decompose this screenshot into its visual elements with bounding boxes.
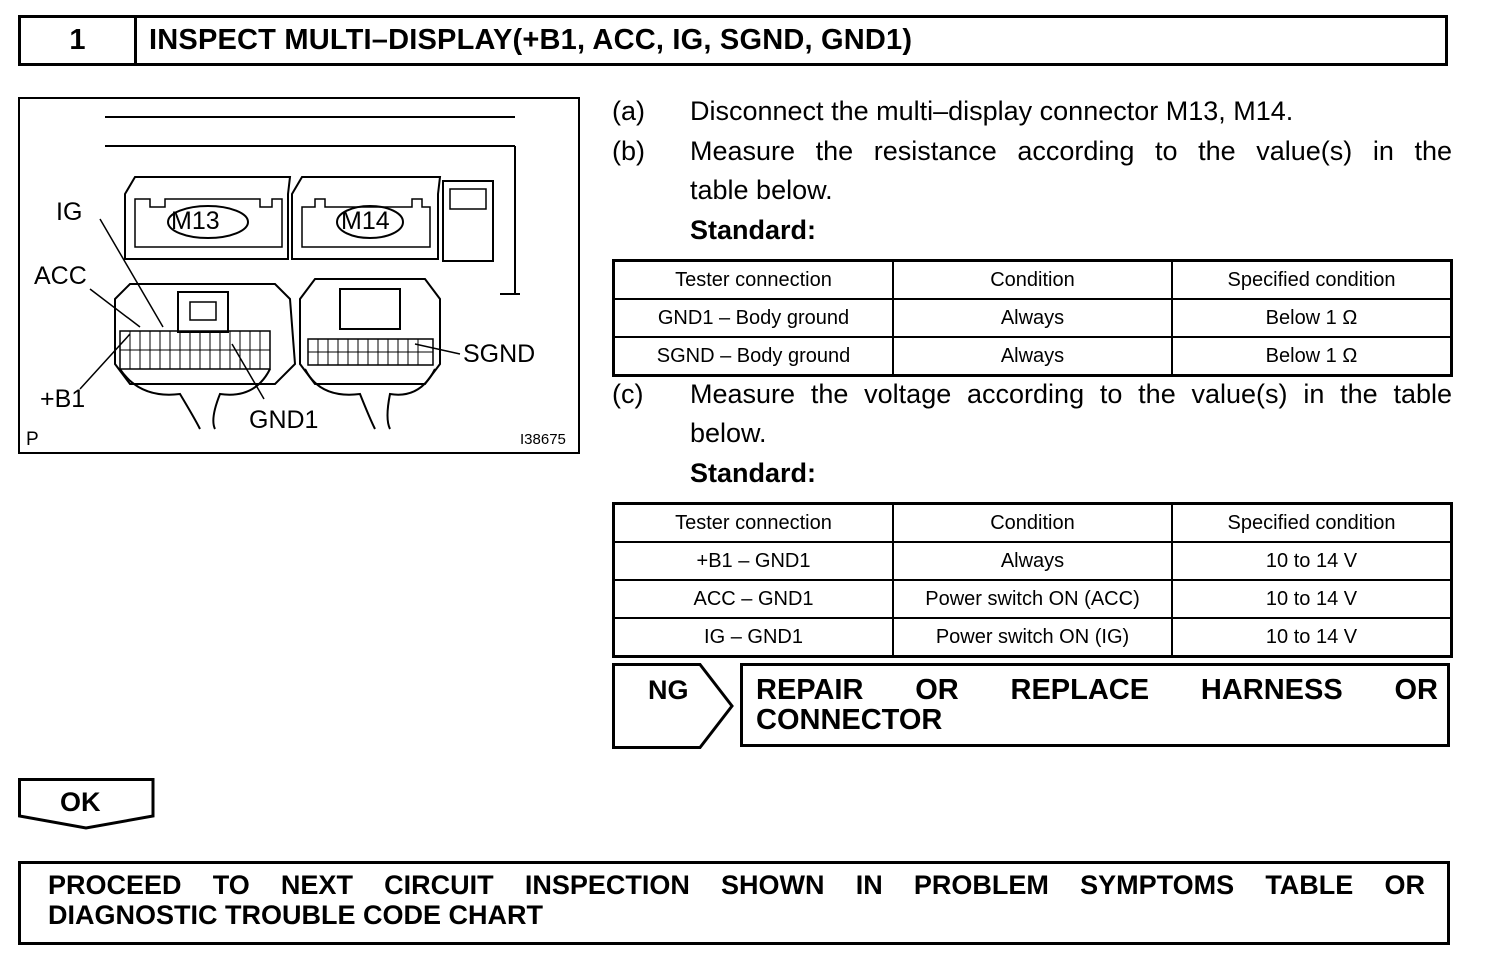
table-header-cell: Specified condition	[1172, 261, 1452, 300]
next-step-word: PROBLEM	[913, 870, 1049, 900]
table-header-cell: Tester connection	[614, 504, 894, 543]
table-cell: 10 to 14 V	[1172, 542, 1452, 580]
ng-action-word: OR	[915, 674, 959, 706]
table-row	[614, 580, 1452, 618]
table-cell: Always	[893, 542, 1172, 580]
pin-label-gnd1: GND1	[249, 406, 319, 434]
table-header-cell: Tester connection	[614, 261, 894, 300]
next-step-word: OR	[1384, 870, 1425, 900]
voltage-table	[612, 502, 1453, 658]
step-b-letter: (b)	[612, 136, 645, 166]
next-step-line2: DIAGNOSTIC TROUBLE CODE CHART	[48, 900, 543, 930]
pin-label-sgnd: SGND	[463, 340, 536, 368]
table-cell: Power switch ON (ACC)	[893, 580, 1172, 618]
next-step-word: CIRCUIT	[384, 870, 494, 900]
table-header-cell: Specified condition	[1172, 504, 1452, 543]
next-step-word: IN	[855, 870, 883, 900]
step-c-letter: (c)	[612, 379, 644, 409]
table-header-cell: Condition	[893, 504, 1172, 543]
table-cell: Always	[893, 299, 1172, 337]
table-cell: ACC – GND1	[614, 580, 894, 618]
next-step-word: SYMPTOMS	[1080, 870, 1235, 900]
step-b-text-line2: table below.	[690, 175, 833, 205]
table-cell: IG – GND1	[614, 618, 894, 657]
step-c-text-line2: below.	[690, 418, 767, 448]
table-row	[614, 618, 1452, 657]
next-step-word: PROCEED	[48, 870, 182, 900]
connector-illustration	[18, 97, 580, 454]
table-cell: Always	[893, 337, 1172, 376]
next-step-line1	[48, 870, 1425, 901]
table-cell: Below 1 Ω	[1172, 299, 1452, 337]
table-cell: 10 to 14 V	[1172, 580, 1452, 618]
pin-label-ig: IG	[56, 198, 83, 226]
table-header-row	[614, 504, 1452, 543]
step-title: INSPECT MULTI–DISPLAY(+B1, ACC, IG, SGND, GND1)	[149, 24, 913, 56]
step-header	[18, 15, 1448, 66]
table-cell: 10 to 14 V	[1172, 618, 1452, 657]
ng-label: NG	[648, 675, 689, 705]
step-a-text: Disconnect the multi–display connector M13, M14.	[690, 96, 1294, 126]
next-step-word: TABLE	[1265, 870, 1354, 900]
ng-action-line1	[756, 674, 1438, 707]
step-a-letter: (a)	[612, 96, 645, 126]
step-b-standard: Standard:	[690, 215, 817, 245]
table-row	[614, 542, 1452, 580]
next-step-word: SHOWN	[721, 870, 825, 900]
table-cell: SGND – Body ground	[614, 337, 894, 376]
figure-corner-label: P	[26, 429, 39, 450]
pin-label-b1: +B1	[40, 385, 86, 413]
connector-drawing	[20, 99, 578, 452]
step-number: 1	[21, 18, 137, 63]
next-step-word: INSPECTION	[524, 870, 690, 900]
table-cell: GND1 – Body ground	[614, 299, 894, 337]
table-cell: Below 1 Ω	[1172, 337, 1452, 376]
ng-action-word: HARNESS	[1200, 674, 1343, 706]
ng-action-word: OR	[1394, 674, 1438, 706]
step-c-text-line1: Measure the voltage according to the value(s) in the table	[690, 379, 1452, 409]
ok-label: OK	[60, 787, 101, 817]
table-header-cell: Condition	[893, 261, 1172, 300]
ng-action-word: REPLACE	[1010, 674, 1150, 706]
connector-label-m13: M13	[171, 207, 220, 235]
resistance-table	[612, 259, 1453, 377]
ng-action-word: REPAIR	[756, 674, 864, 706]
next-step-word: NEXT	[280, 870, 353, 900]
ng-action-line2: CONNECTOR	[756, 704, 943, 736]
table-row	[614, 337, 1452, 376]
step-c-standard: Standard:	[690, 458, 817, 488]
step-b-text-line1: Measure the resistance according to the value(s) in the	[690, 136, 1452, 166]
next-step-word: TO	[212, 870, 250, 900]
pin-label-acc: ACC	[34, 262, 87, 290]
table-header-row	[614, 261, 1452, 300]
table-row	[614, 299, 1452, 337]
connector-label-m14: M14	[341, 207, 390, 235]
table-cell: Power switch ON (IG)	[893, 618, 1172, 657]
figure-id: I38675	[520, 431, 566, 448]
table-cell: +B1 – GND1	[614, 542, 894, 580]
